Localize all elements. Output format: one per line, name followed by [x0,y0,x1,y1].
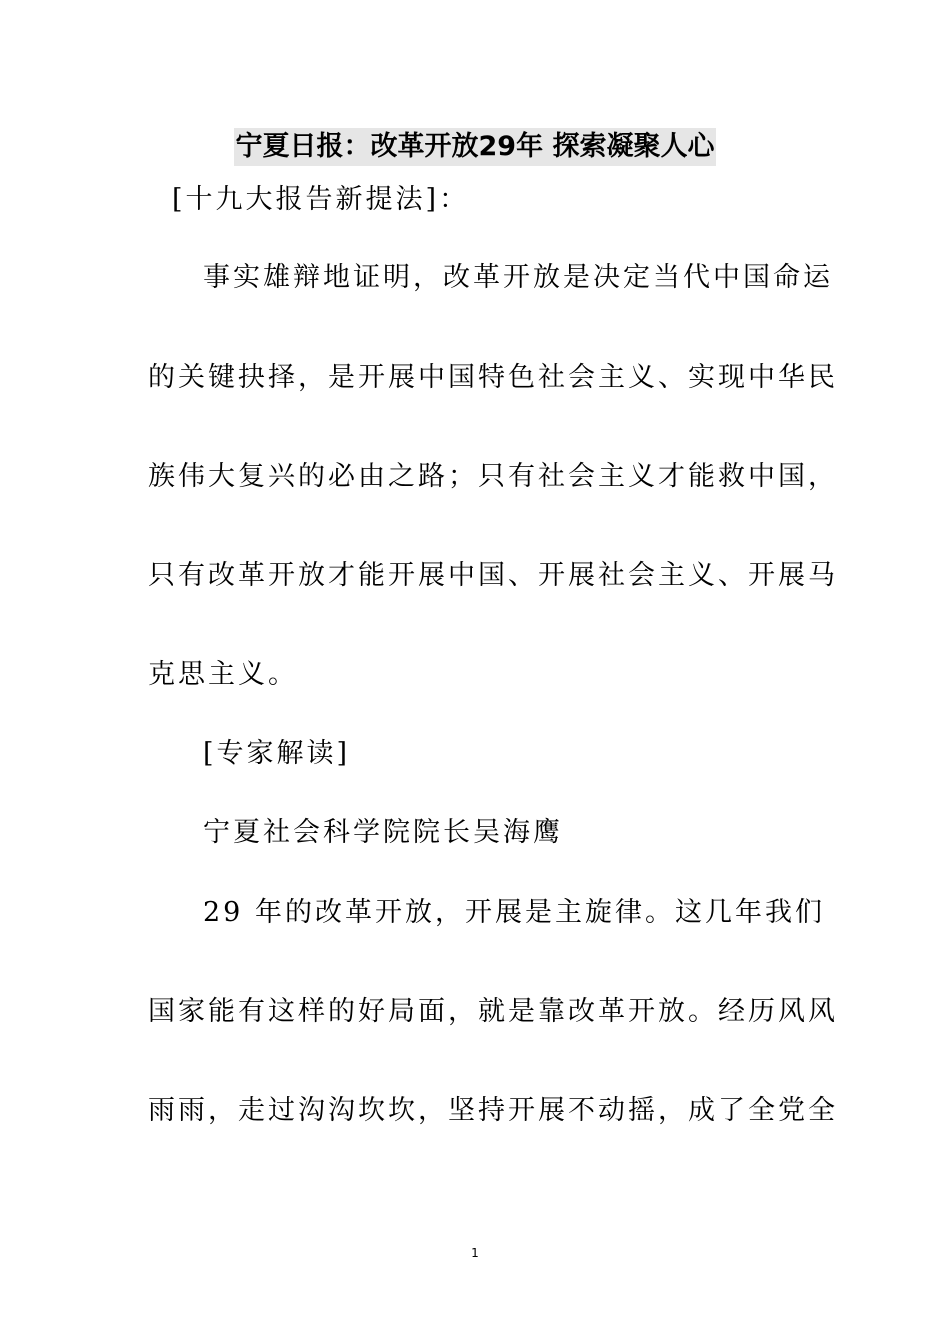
paragraph1-line4: 只有改革开放才能开展中国、开展社会主义、开展马 [148,560,838,591]
expert-name: 宁夏社会科学院院长吴海鹰 [203,817,563,848]
paragraph2-line1: 29 年的改革开放，开展是主旋律。这几年我们 [203,897,825,928]
paragraph2-line2: 国家能有这样的好局面，就是靠改革开放。经历风风 [148,996,838,1027]
expert-tag: [专家解读] [203,738,351,769]
paragraph1-line1: 事实雄辩地证明，改革开放是决定当代中国命运 [203,262,833,293]
paragraph1-line5: 克思主义。 [148,659,298,690]
paragraph1-line3: 族伟大复兴的必由之路；只有社会主义才能救中国， [148,461,838,492]
paragraph2-line3: 雨雨，走过沟沟坎坎，坚持开展不动摇，成了全党全 [148,1095,838,1126]
title-container [0,128,950,166]
section-tag: [十九大报告新提法]： [172,184,470,215]
page-number: 1 [471,1246,479,1260]
document-title: 宁夏日报：改革开放29年 探索凝聚人心 [234,128,717,166]
paragraph1-line2: 的关键抉择，是开展中国特色社会主义、实现中华民 [148,362,838,393]
